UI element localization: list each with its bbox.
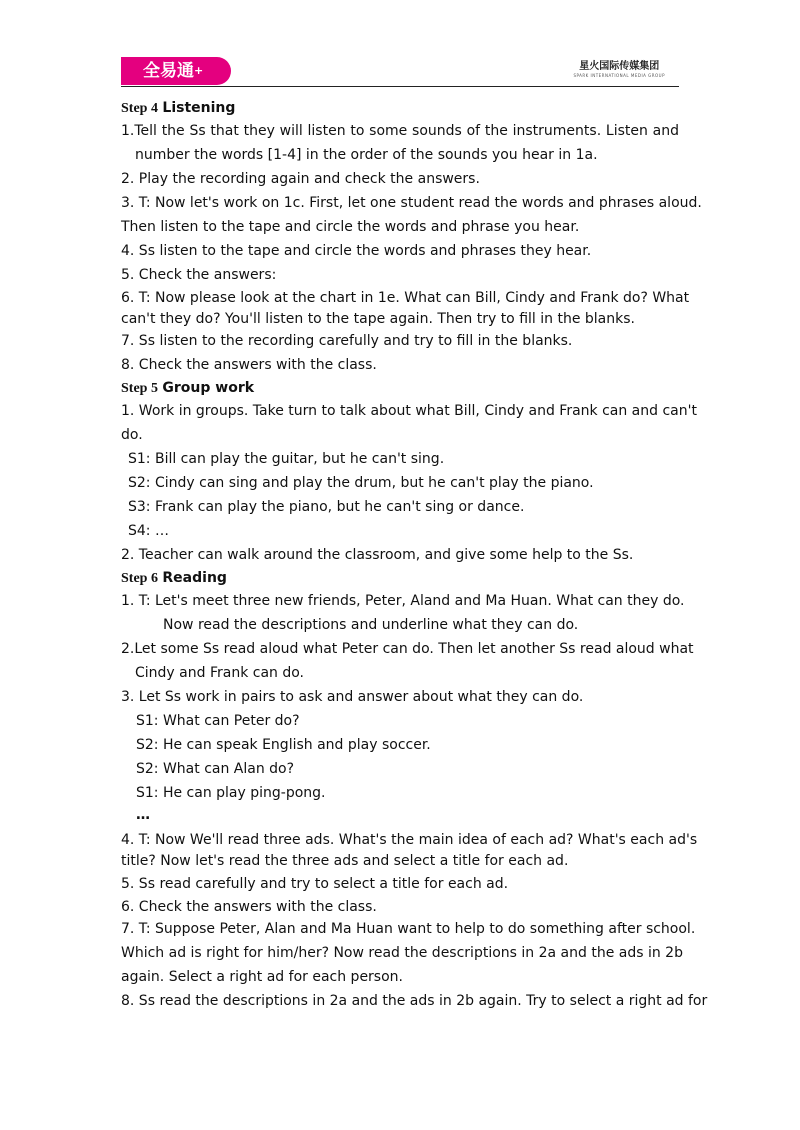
step4-title: Listening	[162, 100, 236, 116]
step6-dialogue-4: S1: He can play ping-pong.	[136, 785, 326, 801]
step5-label: Step 5	[121, 381, 158, 396]
step4-item4: 4. Ss listen to the tape and circle the words and phrases they hear.	[121, 243, 592, 259]
step5-item1-line2: do.	[121, 427, 143, 443]
step4-item1-line1: 1.Tell the Ss that they will listen to some sounds of the instruments. Listen and	[121, 123, 679, 139]
step5-item2: 2. Teacher can walk around the classroom, and give some help to the Ss.	[121, 547, 634, 563]
step6-dialogue-ellipsis: …	[136, 807, 150, 823]
step4-item6-line2: can't they do? You'll listen to the tape again. Then try to fill in the blanks.	[121, 311, 635, 327]
step4-label: Step 4	[121, 101, 158, 116]
step6-item4-line2: title? Now let's read the three ads and select a title for each ad.	[121, 853, 569, 869]
step5-dialogue-s4: S4: …	[128, 523, 169, 539]
step4-heading	[121, 98, 235, 119]
step6-item1-line1: 1. T: Let's meet three new friends, Peter, Aland and Ma Huan. What can they do.	[121, 593, 685, 609]
step4-item5: 5. Check the answers:	[121, 267, 277, 283]
publisher-name-cn: 星火国际传媒集团	[579, 61, 660, 72]
step4-item2: 2. Play the recording again and check the answers.	[121, 171, 480, 187]
step6-label: Step 6	[121, 571, 158, 586]
step4-item7: 7. Ss listen to the recording carefully and try to fill in the blanks.	[121, 333, 573, 349]
step5-dialogue-s1: S1: Bill can play the guitar, but he can't sing.	[128, 451, 445, 467]
brand-logo	[121, 57, 231, 85]
step6-item8-line1: 8. Ss read the descriptions in 2a and the ads in 2b again. Try to select a right ad for	[121, 993, 708, 1009]
step6-item6: 6. Check the answers with the class.	[121, 899, 377, 915]
step4-item3-line2: Then listen to the tape and circle the words and phrase you hear.	[121, 219, 580, 235]
step6-item2-line2: Cindy and Frank can do.	[135, 665, 305, 681]
publisher-name	[573, 61, 665, 79]
step6-dialogue-2: S2: He can speak English and play soccer.	[136, 737, 431, 753]
step5-heading	[121, 378, 254, 399]
step6-dialogue-1: S1: What can Peter do?	[136, 713, 300, 729]
step6-title: Reading	[162, 570, 227, 586]
step6-item4-line1: 4. T: Now We'll read three ads. What's the main idea of each ad? What's each ad's	[121, 832, 698, 848]
step6-item1-line2: Now read the descriptions and underline what they can do.	[163, 617, 579, 633]
logo-star: +	[194, 64, 204, 77]
step6-item7-line3: again. Select a right ad for each person.	[121, 969, 403, 985]
logo-text: 全易通	[143, 61, 194, 81]
step4-item1-line2: number the words [1-4] in the order of the sounds you hear in 1a.	[135, 147, 598, 163]
step6-item2-line1: 2.Let some Ss read aloud what Peter can do. Then let another Ss read aloud what	[121, 641, 694, 657]
publisher-name-en: SPARK INTERNATIONAL MEDIA GROUP	[573, 73, 665, 78]
page-header	[121, 55, 679, 87]
step6-item7-line1: 7. T: Suppose Peter, Alan and Ma Huan want to help to do something after school.	[121, 921, 696, 937]
step5-dialogue-s3: S3: Frank can play the piano, but he can't sing or dance.	[128, 499, 525, 515]
step5-dialogue-s2: S2: Cindy can sing and play the drum, but he can't play the piano.	[128, 475, 594, 491]
step6-heading	[121, 568, 227, 589]
step4-item3-line1: 3. T: Now let's work on 1c. First, let one student read the words and phrases aloud.	[121, 195, 702, 211]
step5-title: Group work	[162, 380, 255, 396]
step6-item5: 5. Ss read carefully and try to select a title for each ad.	[121, 876, 509, 892]
step6-item3: 3. Let Ss work in pairs to ask and answer about what they can do.	[121, 689, 584, 705]
step4-item8: 8. Check the answers with the class.	[121, 357, 377, 373]
step4-item6-line1: 6. T: Now please look at the chart in 1e. What can Bill, Cindy and Frank do? What	[121, 290, 690, 306]
step6-item7-line2: Which ad is right for him/her? Now read the descriptions in 2a and the ads in 2b	[121, 945, 683, 961]
header-divider	[121, 86, 679, 87]
step6-dialogue-3: S2: What can Alan do?	[136, 761, 295, 777]
step5-item1-line1: 1. Work in groups. Take turn to talk about what Bill, Cindy and Frank can and can't	[121, 403, 697, 419]
